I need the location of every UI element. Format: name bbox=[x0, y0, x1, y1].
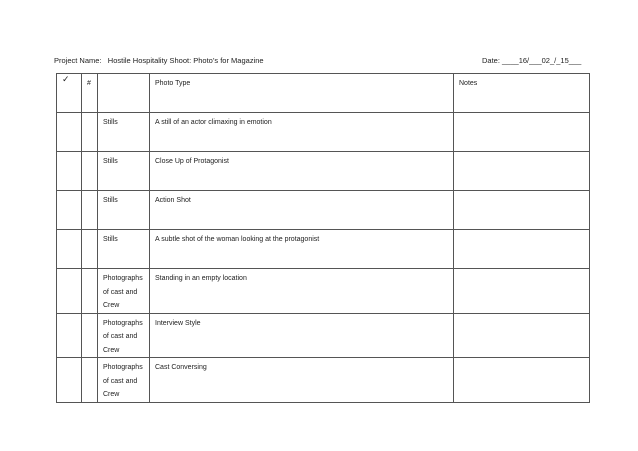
check-cell[interactable] bbox=[57, 113, 82, 152]
number-cell bbox=[82, 358, 98, 403]
notes-cell[interactable] bbox=[454, 113, 590, 152]
notes-cell[interactable] bbox=[454, 269, 590, 314]
photo-type-cell: Interview Style bbox=[150, 313, 454, 358]
number-cell bbox=[82, 191, 98, 230]
number-cell bbox=[82, 152, 98, 191]
table-row bbox=[57, 230, 590, 269]
check-column-header bbox=[57, 74, 82, 113]
photo-type-cell: Cast Conversing bbox=[150, 358, 454, 403]
notes-cell[interactable] bbox=[454, 358, 590, 403]
number-cell bbox=[82, 113, 98, 152]
category-cell: Photographs of cast and Crew bbox=[98, 358, 150, 403]
photo-type-cell: Close Up of Protagonist bbox=[150, 152, 454, 191]
table-row bbox=[57, 269, 590, 314]
photo-type-cell: A subtle shot of the woman looking at the protagonist bbox=[150, 230, 454, 269]
category-cell: Photographs of cast and Crew bbox=[98, 269, 150, 314]
number-cell bbox=[82, 230, 98, 269]
table-row bbox=[57, 358, 590, 403]
notes-cell[interactable] bbox=[454, 191, 590, 230]
number-cell bbox=[82, 269, 98, 314]
number-cell bbox=[82, 313, 98, 358]
notes-column-header: Notes bbox=[454, 74, 590, 113]
check-cell[interactable] bbox=[57, 152, 82, 191]
check-cell[interactable] bbox=[57, 191, 82, 230]
category-column-header bbox=[98, 74, 150, 113]
table-row bbox=[57, 313, 590, 358]
project-name-value: Hostile Hospitality Shoot: Photo’s for Magazine bbox=[107, 56, 264, 65]
table-row bbox=[57, 152, 590, 191]
notes-cell[interactable] bbox=[454, 313, 590, 358]
project-name-label: Project Name: bbox=[54, 56, 102, 65]
category-cell: Stills bbox=[98, 230, 150, 269]
number-column-header: # bbox=[82, 74, 98, 113]
table-row bbox=[57, 191, 590, 230]
checkmark-icon: ✓ bbox=[62, 74, 70, 84]
category-cell: Stills bbox=[98, 113, 150, 152]
shot-list-table bbox=[56, 73, 590, 403]
project-name-line bbox=[54, 56, 264, 65]
date-line: Date: ____16/___02_/_15___ bbox=[482, 56, 582, 65]
check-cell[interactable] bbox=[57, 313, 82, 358]
check-cell[interactable] bbox=[57, 230, 82, 269]
check-cell[interactable] bbox=[57, 358, 82, 403]
photo-type-column-header: Photo Type bbox=[150, 74, 454, 113]
table-header-row bbox=[57, 74, 590, 113]
category-cell: Photographs of cast and Crew bbox=[98, 313, 150, 358]
notes-cell[interactable] bbox=[454, 152, 590, 191]
photo-type-cell: Standing in an empty location bbox=[150, 269, 454, 314]
photo-type-cell: Action Shot bbox=[150, 191, 454, 230]
category-cell: Stills bbox=[98, 152, 150, 191]
notes-cell[interactable] bbox=[454, 230, 590, 269]
category-cell: Stills bbox=[98, 191, 150, 230]
photo-type-cell: A still of an actor climaxing in emotion bbox=[150, 113, 454, 152]
check-cell[interactable] bbox=[57, 269, 82, 314]
table-row bbox=[57, 113, 590, 152]
